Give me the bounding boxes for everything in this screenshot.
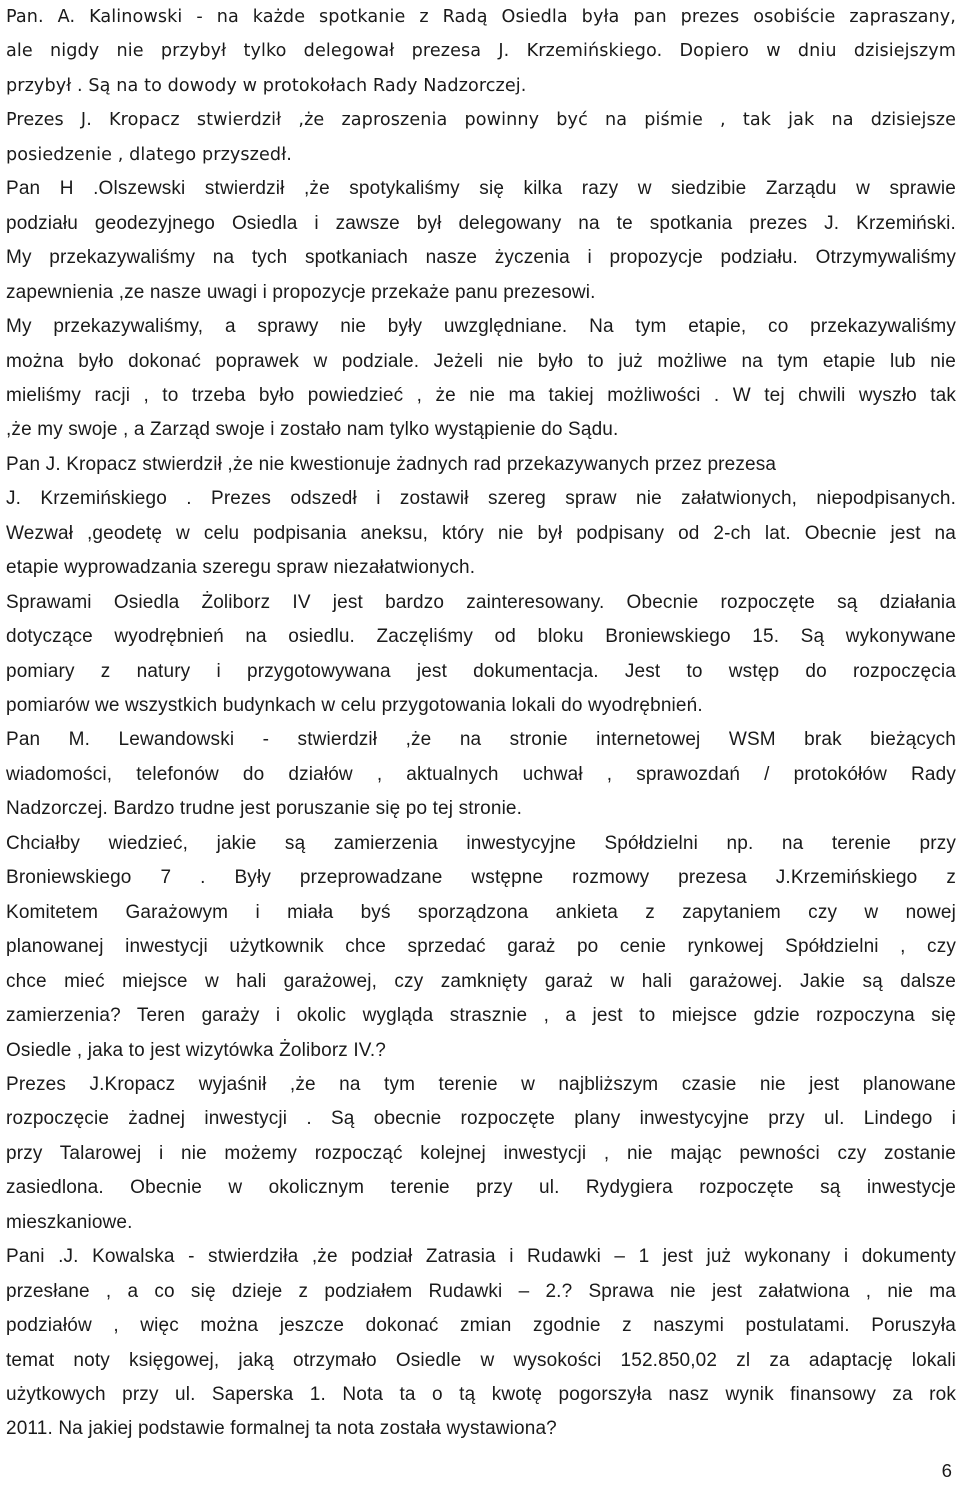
text-line: przesłane , a co się dzieje z podziałem Rudawki – 2.? Sprawa nie jest załatwiona , nie ma xyxy=(6,1280,956,1302)
text-line: mieszkaniowe. xyxy=(6,1211,133,1233)
text-line: można było dokonać poprawek w podziale. Jeżeli nie było to już możliwe na tym etapie lub nie xyxy=(6,350,956,372)
text-line: 2011. Na jakiej podstawie formalnej ta nota została wystawiona? xyxy=(6,1418,557,1440)
text-line: ,że my swoje , a Zarząd swoje i zostało nam tylko wystąpienie do Sądu. xyxy=(6,419,619,441)
text-line: pomiary z natury i przygotowywana jest dokumentacja. Jest to wstęp do rozpoczęcia xyxy=(6,660,956,682)
text-line: dotyczące wyodrębnień na osiedlu. Zaczęliśmy od bloku Broniewskiego 15. Są wykonywane xyxy=(6,626,956,648)
text-line: Pan M. Lewandowski - stwierdził ,że na stronie internetowej WSM brak bieżących xyxy=(6,729,956,751)
text-line: posiedzenie , dlatego przyszedł. xyxy=(6,144,292,165)
text-line: rozpoczęcie żadnej inwestycji . Są obecnie rozpoczęte plany inwestycyjne przy ul. Lindego i xyxy=(6,1108,956,1130)
text-line: wiadomości, telefonów do działów , aktualnych uchwał , sprawozdań / protokółów Rady xyxy=(6,763,956,785)
text-line: przybył . Są na to dowody w protokołach Rady Nadzorczej. xyxy=(6,75,527,96)
text-line: zasiedlona. Obecnie w okolicznym terenie przy ul. Rydygiera rozpoczęte są inwestycje xyxy=(6,1177,956,1199)
text-line: temat noty księgowej, jaką otrzymało Osiedle w wysokości 152.850,02 zl za adaptację lokali xyxy=(6,1349,956,1371)
text-line: My przekazywaliśmy, a sprawy nie były uwzględniane. Na tym etapie, co przekazywaliśmy xyxy=(6,316,956,338)
text-line: użytkowych przy ul. Saperska 1. Nota ta o tą kwotę pogorszyła nasz wynik finansowy za rok xyxy=(6,1384,956,1405)
text-line: mieliśmy racji , to trzeba było powiedzieć , że nie ma takiej możliwości . W tej chwili wyszło tak xyxy=(6,384,956,406)
text-line: Nadzorczej. Bardzo trudne jest poruszanie się po tej stronie. xyxy=(6,798,523,820)
text-line: chce mieć miejsce w hali garażowej, czy zamknięty garaż w hali garażowej. Jakie są dalsze xyxy=(6,970,956,992)
text-line: podziału geodezyjnego Osiedla i zawsze był delegowany na te spotkania prezes J. Krzemiński. xyxy=(6,212,956,234)
text-line: Osiedle , jaka to jest wizytówka Żoliborz IV.? xyxy=(6,1039,387,1061)
text-line: Pan. A. Kalinowski - na każde spotkanie z Radą Osiedla była pan prezes osobiście zapraszany, xyxy=(6,7,956,27)
text-line: Sprawami Osiedla Żoliborz IV jest bardzo zainteresowany. Obecnie rozpoczęte są działania xyxy=(6,591,956,613)
text-line: Pani .J. Kowalska - stwierdziła ,że podział Zatrasia i Rudawki – 1 jest już wykonany i dokumenty xyxy=(6,1246,956,1268)
text-line: Prezes J. Kropacz stwierdził ,że zaproszenia powinny być na piśmie , tak jak na dzisiejsze xyxy=(6,110,956,131)
text-line: zamierzenia? Teren garaży i okolic wygląda strasznie , a jest to miejsce gdzie rozpoczyna się xyxy=(6,1005,956,1027)
text-line: ale nigdy nie przybył tylko delegował prezesa J. Krzemińskiego. Dopiero w dniu dzisiejszym xyxy=(6,41,956,62)
text-line: podziałów , więc można jeszcze dokonać zmian zgodnie z naszymi postulatami. Poruszyła xyxy=(6,1315,956,1337)
text-line: Prezes J.Kropacz wyjaśnił ,że na tym terenie w najbliższym czasie nie jest planowane xyxy=(6,1073,956,1095)
text-line: zapewnienia ,ze nasze uwagi i propozycje przekaże panu prezesowi. xyxy=(6,281,596,303)
text-line: My przekazywaliśmy na tych spotkaniach nasze życzenia i propozycje podziału. Otrzymywaliśmy xyxy=(6,247,956,269)
text-line: Wezwał ,geodetę w celu podpisania aneksu, który nie był podpisany od 2-ch lat. Obecnie jest na xyxy=(6,522,956,544)
text-line: etapie wyprowadzania szeregu spraw niezałatwionych. xyxy=(6,557,476,579)
text-line: pomiarów we wszystkich budynkach w celu przygotowania lokali do wyodrębnień. xyxy=(6,695,703,716)
text-line: Komitetem Garażowym i miała byś sporządzona ankieta z zapytaniem czy w nowej xyxy=(6,901,956,923)
text-line: planowanej inwestycji użytkownik chce sprzedać garaż po cenie rynkowej Spółdzielni , czy xyxy=(6,936,956,958)
text-line: Broniewskiego 7 . Były przeprowadzane wstępne rozmowy prezesa J.Krzemińskiego z xyxy=(6,867,956,889)
text-line: J. Krzemińskiego . Prezes odszedł i zostawił szereg spraw nie załatwionych, niepodpisanych. xyxy=(6,488,956,510)
text-line: Pan J. Kropacz stwierdził ,że nie kwestionuje żadnych rad przekazywanych przez prezesa xyxy=(6,453,777,475)
text-line: przy Talarowej i nie możemy rozpocząć kolejnej inwestycji , nie mając pewności czy zostanie xyxy=(6,1142,956,1164)
text-line: Chciałby wiedzieć, jakie są zamierzenia inwestycyjne Spółdzielni np. na terenie przy xyxy=(6,832,956,854)
page-number: 6 xyxy=(941,1460,952,1481)
text-line: Pan H .Olszewski stwierdził ,że spotykaliśmy się kilka razy w siedzibie Zarządu w sprawie xyxy=(6,178,956,200)
